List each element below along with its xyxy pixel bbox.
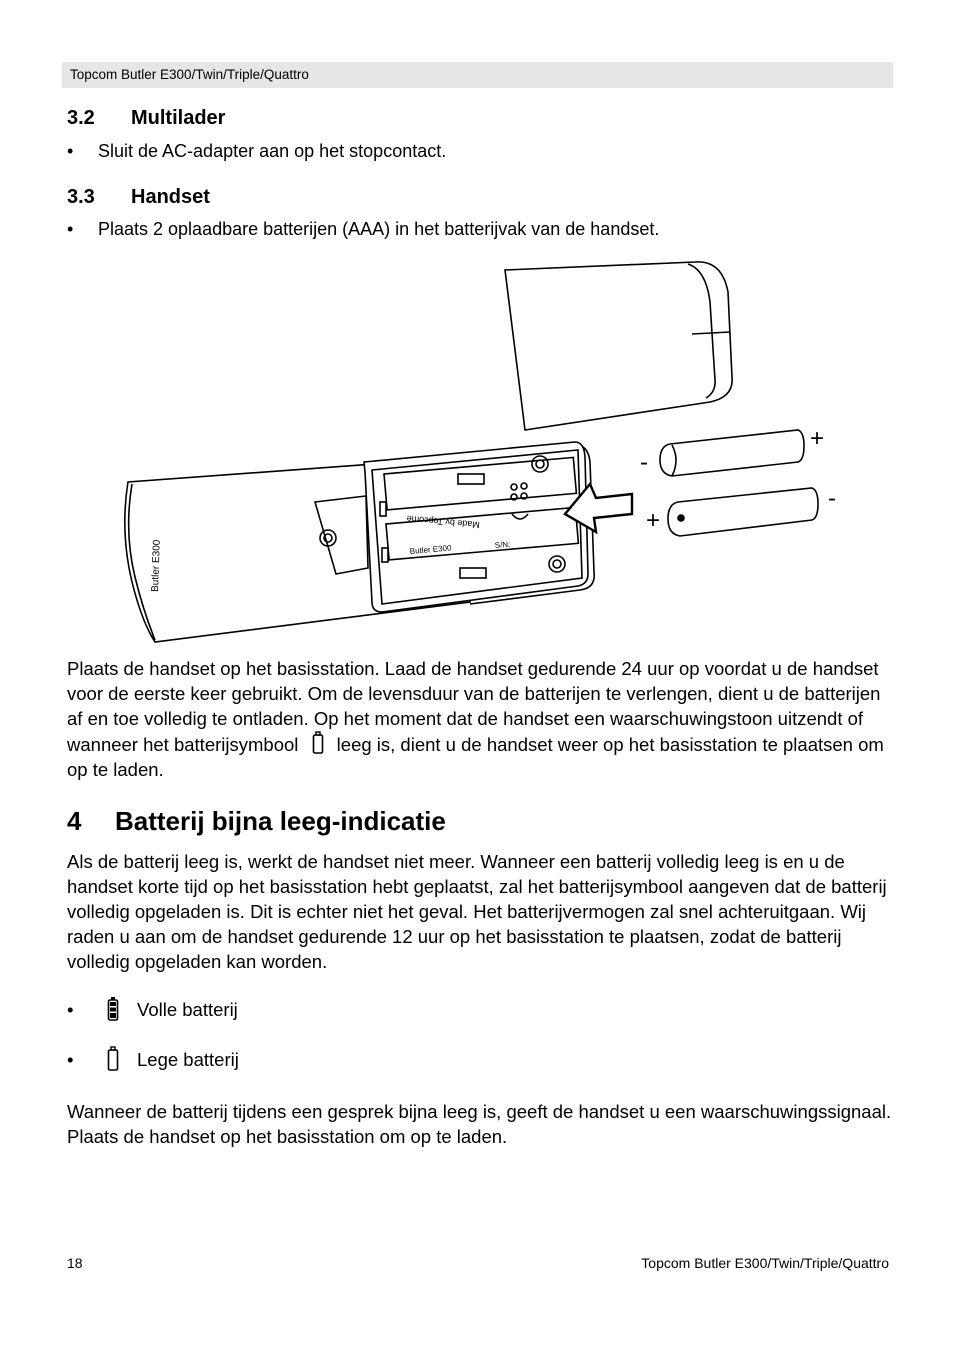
minus-sign-bottom: - [828, 485, 836, 512]
bullet-dot: • [67, 999, 74, 1020]
illus-made-by-label: Made by Topcome [406, 513, 481, 530]
battery-top [660, 430, 804, 476]
section-number: 3.3 [67, 186, 95, 208]
bullet-dot: • [67, 141, 74, 161]
handset-battery-illustration [110, 252, 850, 652]
plus-sign-top: + [810, 425, 825, 452]
paragraph-charging-info [67, 656, 897, 782]
handset-body [125, 442, 594, 642]
footer-title: Topcom Butler E300/Twin/Triple/Quattro [641, 1255, 889, 1271]
list-item-text: Plaats 2 oplaadbare batterijen (AAA) in het batterijvak van de handset. [98, 219, 660, 239]
bullet-dot: • [67, 1049, 74, 1070]
list-item-label: Lege batterij [137, 1049, 239, 1070]
page-number: 18 [67, 1255, 83, 1271]
paragraph-text-before: Plaats de handset op het basisstation. Laad de handset gedurende 24 uur op voordat u de handset voor de eerste keer gebruikt. Om de levensduur van de batterijen te verlengen, dient u de batterijen af en toe volledig te ontladen. Op het moment dat de handset een waarschuwingstoon uitzendt of wanneer het batterijsymbool [67, 658, 881, 755]
section-number: 3.2 [67, 107, 95, 129]
section-title: Multilader [131, 107, 226, 129]
bullet-dot: • [67, 219, 74, 239]
paragraph-battery-low: Als de batterij leeg is, werkt de handset niet meer. Wanneer een batterij volledig leeg is en u de handset korte tijd op het basisstation hebt geplaatst, zal het batterijsymbool aangeven dat de batterij volledig opgeladen is. Dit is echter niet het geval. Het batterijvermogen zal snel achteruitgaan. Wij raden u aan om de handset gedurende 12 uur op het basisstation te plaatsen, zodat de batterij volledig opgeladen kan worden. [67, 851, 887, 972]
section-3-3-heading [67, 186, 210, 209]
list-item-label: Volle batterij [137, 999, 238, 1020]
section-title: Handset [131, 186, 210, 208]
section-number: 4 [67, 806, 82, 836]
battery-cover [505, 262, 732, 430]
section-title: Batterij bijna leeg-indicatie [115, 806, 446, 836]
illus-brand-label: Butler E300 [150, 539, 163, 593]
paragraph-warning-signal: Wanneer de batterij tijdens een gesprek bijna leeg is, geeft de handset u een waarschuwingssignaal. Plaats de handset op het basisstation om op te laden. [67, 1101, 892, 1147]
section-3-2-heading [67, 107, 225, 130]
list-item-text: Sluit de AC-adapter aan op het stopcontact. [98, 141, 447, 161]
header-title: Topcom Butler E300/Twin/Triple/Quattro [70, 67, 309, 82]
battery-empty-icon [107, 1046, 119, 1072]
battery-empty-icon [312, 731, 324, 755]
section-4-heading [67, 806, 446, 837]
paragraph-text-after: leeg is, dient u de handset weer op het basisstation te plaatsen om op te laden. [67, 734, 884, 780]
illus-inner-label: Butler E300 [409, 543, 452, 556]
page-header [62, 62, 893, 88]
minus-sign-top: - [640, 449, 648, 476]
plus-sign-bottom: + [646, 507, 661, 534]
illus-sn-label: S/N: [494, 539, 511, 550]
battery-full-icon [107, 996, 119, 1022]
list-item [67, 219, 659, 240]
list-item [67, 141, 446, 162]
battery-bottom [668, 488, 818, 536]
